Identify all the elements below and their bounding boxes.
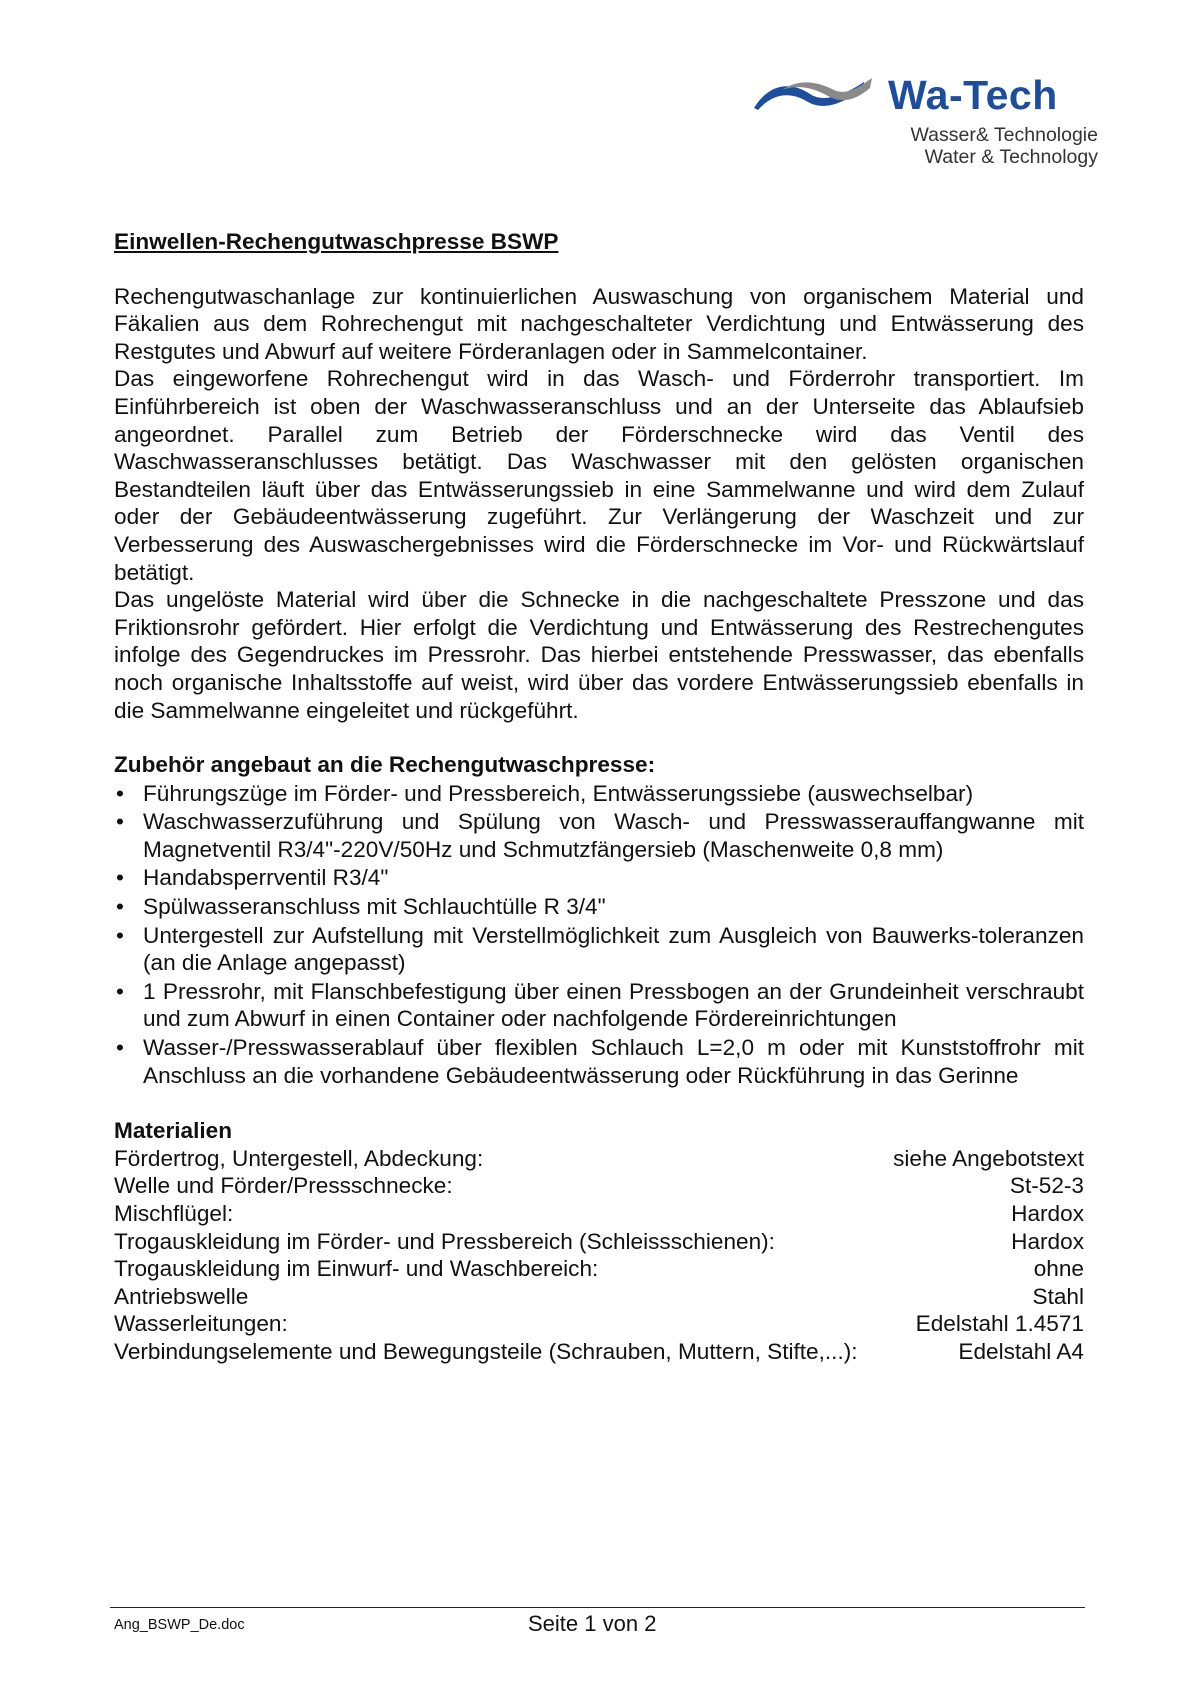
logo-tagline-en: Water & Technology bbox=[924, 146, 1098, 168]
paragraph: Das ungelöste Material wird über die Schnecke in die nachgeschaltete Presszone und das Friktionsrohr gefördert. Hier erfolgt die Verdichtung und Entwässerung des Restrechengutes infolge des Gegendruckes im Pressrohr. Das hierbei entstehende Presswasser, das ebenfalls noch organische Inhaltsstoffe auf weist, wird über das vordere Entwässerungssieb ebenfalls in die Sammelwanne eingeleitet und rückgeführt. bbox=[114, 587, 1084, 723]
material-value: Edelstahl 1.4571 bbox=[915, 1311, 1084, 1337]
logo-tagline-de: Wasser& Technologie bbox=[910, 124, 1098, 146]
material-label: Trogauskleidung im Förder- und Pressbereich (Schleissschienen): bbox=[114, 1228, 775, 1254]
materials-row bbox=[114, 1200, 1084, 1228]
material-label: Trogauskleidung im Einwurf- und Waschbereich: bbox=[114, 1256, 599, 1282]
material-value: Hardox bbox=[1011, 1201, 1084, 1226]
list-item: • Waschwasserzuführung und Spülung von Wasch- und Presswasserauffangwanne mit Magnetventil R3/4"-220V/50Hz und Schmutzfängersieb (Maschenweite 0,8 mm) bbox=[114, 808, 1084, 863]
materials-row bbox=[114, 1338, 1084, 1366]
materials-row bbox=[114, 1172, 1084, 1200]
document-title: Einwellen-Rechengutwaschpresse BSWP bbox=[114, 229, 559, 254]
materials-row bbox=[114, 1255, 1084, 1283]
material-value: Hardox bbox=[1011, 1228, 1084, 1254]
material-value: ohne bbox=[1033, 1256, 1084, 1282]
footer-filename: Ang_BSWP_De.doc bbox=[114, 1617, 245, 1633]
materials-row bbox=[114, 1228, 1084, 1256]
material-value: siehe Angebotstext bbox=[893, 1145, 1084, 1171]
material-label: Wasserleitungen: bbox=[114, 1311, 288, 1337]
list-item: • Handabsperrventil R3/4" bbox=[114, 864, 1084, 892]
accessories-list bbox=[114, 780, 1084, 1090]
materials-row bbox=[114, 1145, 1084, 1173]
material-label: Verbindungselemente und Bewegungsteile (Schrauben, Muttern, Stifte,...): bbox=[114, 1338, 858, 1364]
material-label: Mischflügel: bbox=[114, 1201, 234, 1226]
materials-table bbox=[114, 1145, 1084, 1366]
wave-icon bbox=[752, 76, 874, 120]
materials-heading: Materialien bbox=[114, 1118, 233, 1144]
document-body bbox=[114, 228, 1084, 1366]
material-value: Stahl bbox=[1032, 1283, 1084, 1309]
material-label: Fördertrog, Untergestell, Abdeckung: bbox=[114, 1145, 484, 1171]
paragraph: Rechengutwaschanlage zur kontinuierlichen Auswaschung von organischem Material und Fäkalien aus dem Rohrechengut mit nachgeschalteter Verdichtung und Entwässerung des Restgutes und Abwurf auf weitere Förderanlagen oder in Sammelcontainer. bbox=[114, 283, 1084, 364]
materials-row bbox=[114, 1310, 1084, 1338]
logo-wordmark: Wa-Tech bbox=[888, 72, 1058, 118]
material-label: Antriebswelle bbox=[114, 1283, 249, 1309]
footer-divider bbox=[110, 1607, 1085, 1608]
accessories-heading: Zubehör angebaut an die Rechengutwaschpresse: bbox=[114, 752, 656, 778]
materials-row bbox=[114, 1283, 1084, 1311]
footer-page-number: Seite 1 von 2 bbox=[528, 1611, 657, 1636]
material-value: St-52-3 bbox=[1009, 1173, 1084, 1199]
material-value: Edelstahl A4 bbox=[958, 1338, 1084, 1364]
list-item: • Führungszüge im Förder- und Pressbereich, Entwässerungssiebe (auswechselbar) bbox=[114, 780, 1084, 808]
paragraph: Das eingeworfene Rohrechengut wird in das Wasch- und Förderrohr transportiert. Im Einführbereich ist oben der Waschwasseranschluss und an der Unterseite das Ablaufsieb angeordnet. Parallel zum Betrieb der Förderschnecke wird das Ventil des Waschwasseranschlusses betätigt. Das Waschwasser mit den gelösten organischen Bestandteilen läuft über das Entwässerungssieb in eine Sammelwanne und wird dem Zulauf oder der Gebäudeentwässerung zugeführt. Zur Verlängerung der Waschzeit und zur Verbesserung des Auswaschergebnisses wird die Förderschnecke im Vor- und Rückwärtslauf betätigt. bbox=[114, 366, 1084, 585]
list-item: • 1 Pressrohr, mit Flanschbefestigung über einen Pressbogen an der Grundeinheit verschraubt und zum Abwurf in einen Container oder nachfolgende Fördereinrichtungen bbox=[114, 978, 1084, 1033]
material-label: Welle und Förder/Pressschnecke: bbox=[114, 1173, 453, 1199]
list-item: • Wasser-/Presswasserablauf über flexiblen Schlauch L=2,0 m oder mit Kunststoffrohr mit Anschluss an die vorhandene Gebäudeentwässerung oder Rückführung in das Gerinne bbox=[114, 1034, 1084, 1089]
list-item: • Untergestell zur Aufstellung mit Verstellmöglichkeit zum Ausgleich von Bauwerks-toleranzen (an die Anlage angepasst) bbox=[114, 922, 1084, 977]
list-item: • Spülwasseranschluss mit Schlauchtülle R 3/4" bbox=[114, 893, 1084, 921]
company-logo bbox=[752, 74, 1102, 174]
